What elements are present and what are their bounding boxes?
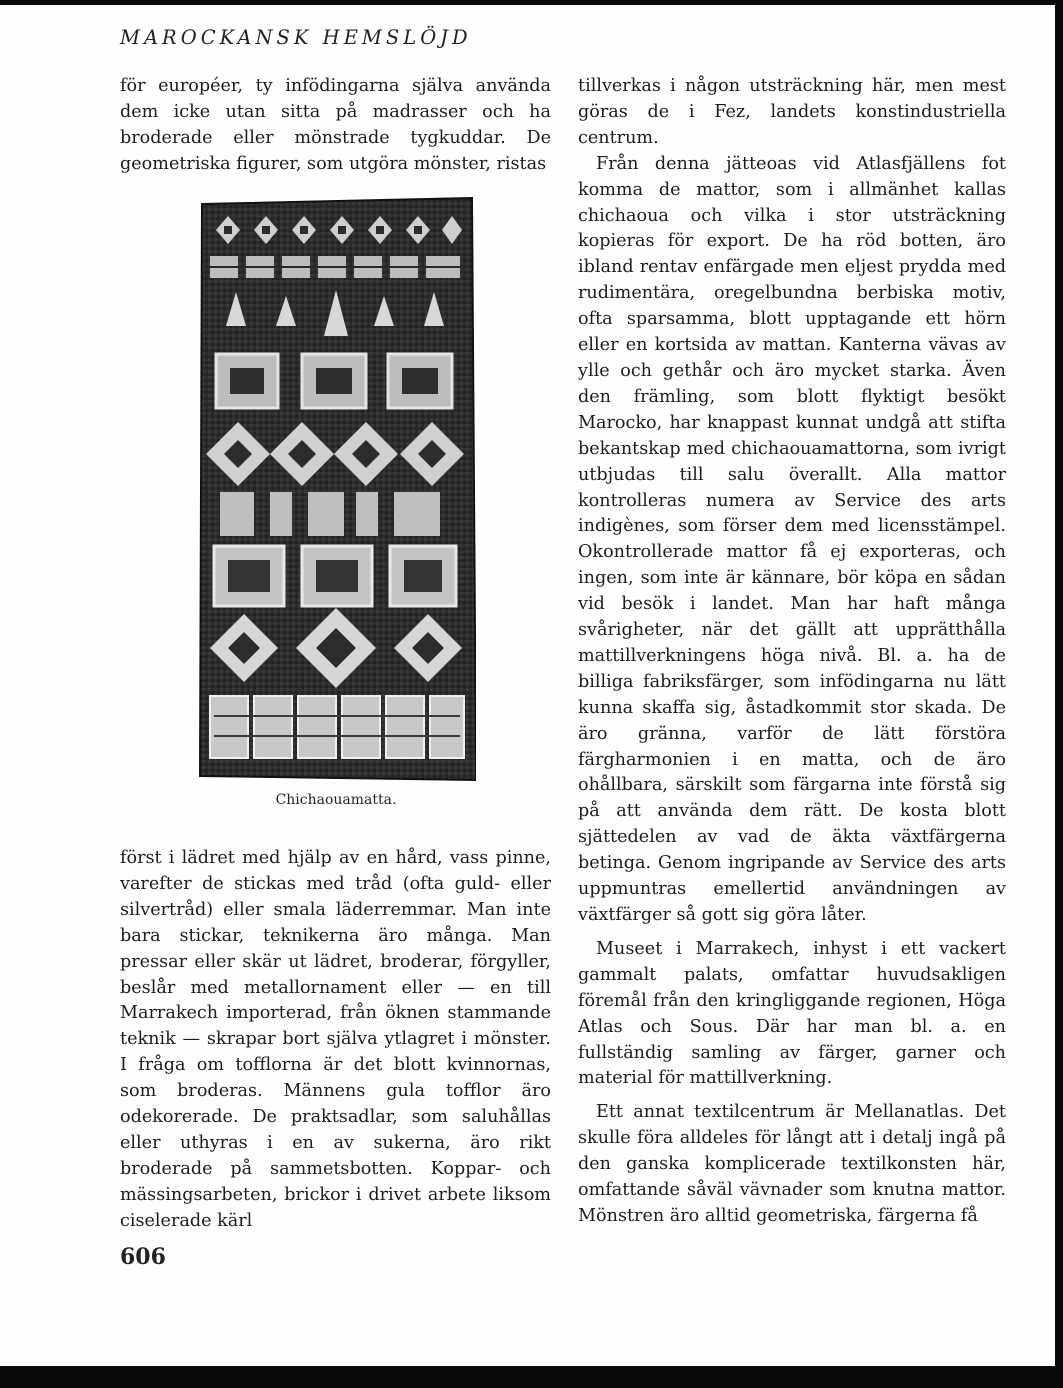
paragraph: Från denna jätteoas vid Atlasfjällens fot komma de mattor, som i allmänhet kallas chichaoua och vilka i stor utsträckning kopieras för export. De ha röd botten, äro ibland rentav enfärgade men eljest prydda med rudimentära, oregelbundna berbiska motiv, ofta sparsamma, blott upptagande ett hörn eller en kortsida av mattan. Kanterna vävas av ylle och gethår och äro mycket starka. Även den främling, som blott flyktigt besökt Marocko, har knappast kunnat undgå att stifta bekantskap med chichaouamattorna, som ivrigt utbjudas till salu överallt. Alla mattor kontrolleras numera av Service des arts indigènes, som förser dem med licensstämpel. Okontrollerade mattor få ej exporteras, och ingen, som inte är kännare, bör köpa en sådan vid besök i landet. Man har haft många svårigheter, när det gällt att upprätthålla mattillverkningens höga nivå. Bl. a. ha de billiga fabriksfärger, som infödingarna nu lätt kunna skaffa sig, åstadkommit stor skada. De äro gränna, varför de lätt förstöra färgharmonien i en matta, och de äro ohållbara, särskilt som färgarna inte förstå sig på att använda dem rätt. De kosta blott sjättedelen av vad de äkta växtfärgerna betinga. Genom ingripande av Service des arts uppmuntras emellertid användningen av växtfärger så gott sig göra låter. xyxy=(578,153,1006,925)
scan-border-top xyxy=(0,0,1063,5)
figure-caption: Chichaouamatta. xyxy=(275,792,397,808)
running-header: MAROCKANSK HEMSLÖJD xyxy=(120,26,472,49)
paragraph: först i lädret med hjälp av en hård, vass pinne, varefter de stickas med tråd (ofta guld- eller silvertråd) eller smala läderremmar. Man inte bara stickar, teknikerna äro många. Man pressar eller skär ut lädret, broderar, förgyller, beslår med metallornament eller — en till Marrakech importerad, från öknen stammande teknik — skrapar bort själva ytlagret i mönster. I fråga om tofflorna är det blott kvinnornas, som broderas. Männens gula tofflor äro odekorerade. De praktsadlar, som saluhållas eller uthyras i en av sukerna, äro rikt broderade på sammetsbotten. Koppar- och mässingsarbeten, brickor i drivet arbete liksom ciselerade kärl xyxy=(120,848,551,1231)
paragraph: tillverkas i någon utsträckning här, men mest göras de i Fez, landets konstindustriella centrum. xyxy=(578,76,1006,148)
rug-photograph xyxy=(196,196,476,782)
page-number: 606 xyxy=(120,1244,166,1270)
paragraph: för européer, ty infödingarna själva använda dem icke utan sitta på madrasser och ha broderade eller mönstrade tygkuddar. De geometriska figurer, som utgöra mönster, ristas xyxy=(120,76,551,174)
scan-border-bottom xyxy=(0,1366,1063,1388)
right-column xyxy=(578,74,1006,1230)
scan-border-right xyxy=(1055,0,1063,1388)
paragraph: Museet i Marrakech, inhyst i ett vackert gammalt palats, omfattar huvudsakligen föremål från den kringliggande regionen, Höga Atlas och Sous. Där har man bl. a. en fullständig samling av färger, garner och material för mattillverkning. xyxy=(578,938,1006,1089)
left-column-bottom xyxy=(120,846,551,1235)
left-column-top xyxy=(120,74,551,178)
paragraph: Ett annat textilcentrum är Mellanatlas. Det skulle föra alldeles för långt att i detalj ingå på den ganska komplicerade textilkonsten här, omfattande såväl vävnader som knutna mattor. Mönstren äro alltid geometriska, färgerna få xyxy=(578,1102,1006,1226)
